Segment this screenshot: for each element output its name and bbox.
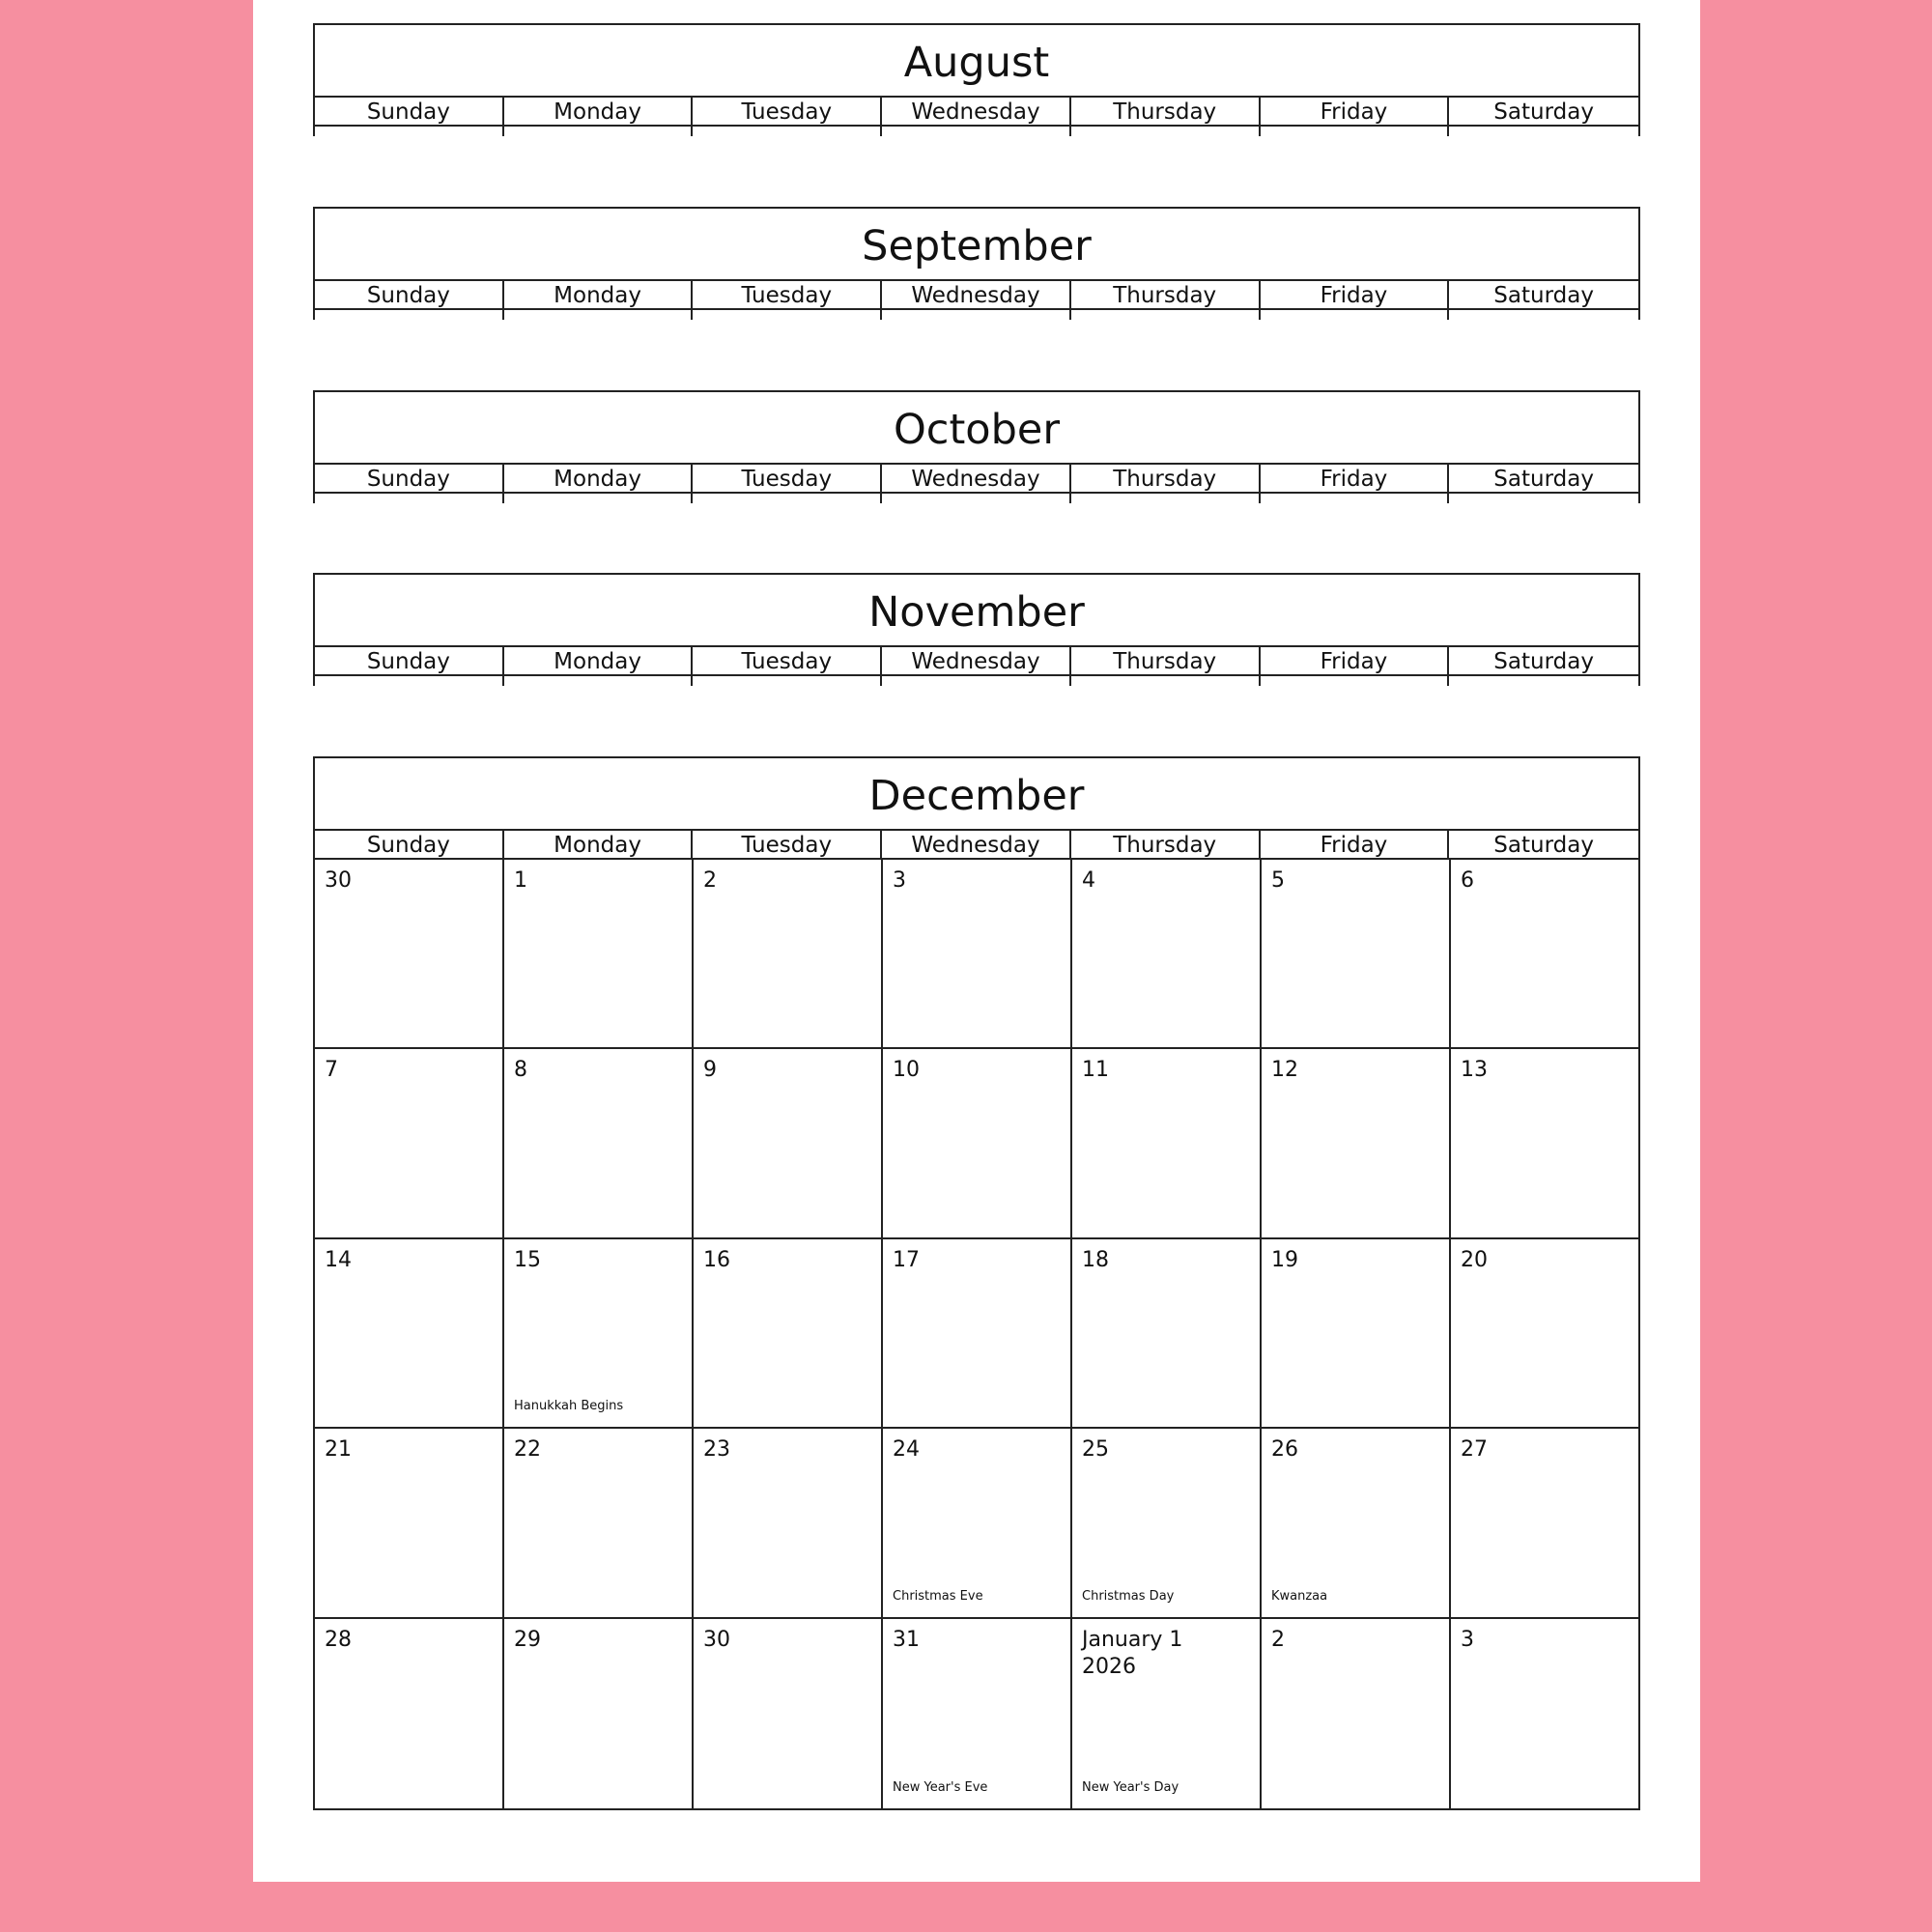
- weekday-monday: Monday: [504, 831, 694, 860]
- day-cell[interactable]: [883, 1049, 1072, 1238]
- month-title: October: [313, 390, 1640, 463]
- grid-stubs: [313, 494, 1640, 503]
- weekday-friday: Friday: [1261, 281, 1450, 310]
- day-number: 5: [1271, 868, 1285, 893]
- event-label: New Year's Day: [1082, 1779, 1179, 1795]
- day-cell[interactable]: [1451, 1619, 1640, 1808]
- month-august: [313, 23, 1640, 136]
- weekday-monday: Monday: [504, 465, 694, 494]
- weekday-wednesday: Wednesday: [882, 831, 1071, 860]
- weekday-wednesday: Wednesday: [882, 465, 1071, 494]
- day-cell[interactable]: [504, 1049, 694, 1238]
- event-label: Christmas Day: [1082, 1588, 1175, 1604]
- weekday-friday: Friday: [1261, 831, 1450, 860]
- day-cell[interactable]: [1262, 1429, 1451, 1618]
- day-number: 6: [1461, 868, 1474, 893]
- day-cell[interactable]: [1262, 1619, 1451, 1808]
- weekday-sunday: Sunday: [315, 831, 504, 860]
- day-cell[interactable]: [504, 860, 694, 1049]
- month-title: November: [313, 573, 1640, 645]
- day-cell[interactable]: [1451, 1049, 1640, 1238]
- weekday-sunday: Sunday: [315, 98, 504, 127]
- day-number: 8: [514, 1058, 527, 1083]
- weekday-monday: Monday: [504, 98, 694, 127]
- day-number: 18: [1082, 1247, 1109, 1272]
- day-cell[interactable]: [315, 860, 504, 1049]
- event-label: Hanukkah Begins: [514, 1399, 624, 1414]
- weekday-wednesday: Wednesday: [882, 98, 1071, 127]
- day-cell[interactable]: [315, 1049, 504, 1238]
- month-november: [313, 573, 1640, 686]
- day-number: January 1 2026: [1082, 1627, 1183, 1679]
- day-number: 21: [325, 1437, 352, 1463]
- weekday-wednesday: Wednesday: [882, 647, 1071, 676]
- day-cell[interactable]: [883, 1429, 1072, 1618]
- weekday-header: [313, 645, 1640, 676]
- grid-stubs: [313, 127, 1640, 136]
- day-number: 16: [703, 1247, 730, 1272]
- weekday-tuesday: Tuesday: [693, 647, 882, 676]
- day-number: 1: [514, 868, 527, 893]
- day-cell[interactable]: [1072, 1429, 1262, 1618]
- weekday-thursday: Thursday: [1071, 98, 1261, 127]
- day-number: 30: [325, 868, 352, 893]
- month-october: [313, 390, 1640, 503]
- day-number: 29: [514, 1627, 541, 1652]
- day-cell[interactable]: [694, 1429, 883, 1618]
- day-cell[interactable]: [1072, 1049, 1262, 1238]
- event-label: Kwanzaa: [1271, 1588, 1328, 1604]
- day-cell[interactable]: [504, 1429, 694, 1618]
- day-number: 13: [1461, 1058, 1488, 1083]
- day-number: 19: [1271, 1247, 1298, 1272]
- weekday-tuesday: Tuesday: [693, 98, 882, 127]
- weekday-friday: Friday: [1261, 465, 1450, 494]
- weekday-saturday: Saturday: [1493, 283, 1594, 308]
- day-cell[interactable]: [694, 860, 883, 1049]
- weekday-thursday: Thursday: [1071, 281, 1261, 310]
- weekday-thursday: Thursday: [1071, 647, 1261, 676]
- day-cell[interactable]: [694, 1049, 883, 1238]
- day-number: 27: [1461, 1437, 1488, 1463]
- day-cell[interactable]: [504, 1239, 694, 1429]
- day-number: 24: [893, 1437, 920, 1463]
- day-number: 14: [325, 1247, 352, 1272]
- december-day-grid: [313, 860, 1640, 1810]
- weekday-monday: Monday: [504, 281, 694, 310]
- grid-stubs: [313, 676, 1640, 686]
- weekday-friday: Friday: [1261, 647, 1450, 676]
- day-cell[interactable]: [883, 1239, 1072, 1429]
- event-label: Christmas Eve: [893, 1588, 983, 1604]
- day-number: 28: [325, 1627, 352, 1652]
- month-title: August: [313, 23, 1640, 96]
- day-number: 10: [893, 1058, 920, 1083]
- day-cell[interactable]: [1262, 1239, 1451, 1429]
- weekday-header: [313, 463, 1640, 494]
- day-number: 26: [1271, 1437, 1298, 1463]
- day-cell[interactable]: [504, 1619, 694, 1808]
- day-number: 30: [703, 1627, 730, 1652]
- day-cell[interactable]: [315, 1239, 504, 1429]
- weekday-header: [313, 279, 1640, 310]
- day-cell[interactable]: [883, 1619, 1072, 1808]
- day-number: 25: [1082, 1437, 1109, 1463]
- weekday-saturday: Saturday: [1493, 833, 1594, 858]
- weekday-tuesday: Tuesday: [693, 831, 882, 860]
- day-number: 17: [893, 1247, 920, 1272]
- day-number: 11: [1082, 1058, 1109, 1083]
- weekday-header: [313, 829, 1640, 860]
- weekday-friday: Friday: [1261, 98, 1450, 127]
- day-number: 20: [1461, 1247, 1488, 1272]
- day-cell[interactable]: [1072, 1619, 1262, 1808]
- grid-stubs: [313, 310, 1640, 320]
- day-number: 9: [703, 1058, 717, 1083]
- day-number: 7: [325, 1058, 338, 1083]
- day-cell[interactable]: [315, 1619, 504, 1808]
- day-number: 31: [893, 1627, 920, 1652]
- day-number: 22: [514, 1437, 541, 1463]
- weekday-monday: Monday: [504, 647, 694, 676]
- weekday-saturday: Saturday: [1493, 99, 1594, 125]
- day-cell[interactable]: [883, 860, 1072, 1049]
- day-number: 12: [1271, 1058, 1298, 1083]
- weekday-header: [313, 96, 1640, 127]
- day-cell[interactable]: [1072, 860, 1262, 1049]
- weekday-tuesday: Tuesday: [693, 465, 882, 494]
- day-number: 2: [1271, 1627, 1285, 1652]
- weekday-tuesday: Tuesday: [693, 281, 882, 310]
- month-september: [313, 207, 1640, 320]
- weekday-saturday: Saturday: [1493, 649, 1594, 674]
- day-cell[interactable]: [694, 1239, 883, 1429]
- day-cell[interactable]: [1072, 1239, 1262, 1429]
- day-cell[interactable]: [1451, 1429, 1640, 1618]
- event-label: New Year's Eve: [893, 1779, 988, 1795]
- day-number: 15: [514, 1247, 541, 1272]
- day-cell[interactable]: [1262, 860, 1451, 1049]
- day-number: 3: [1461, 1627, 1474, 1652]
- month-december: [313, 756, 1640, 1810]
- day-number: 3: [893, 868, 906, 893]
- weekday-thursday: Thursday: [1071, 465, 1261, 494]
- weekday-sunday: Sunday: [315, 465, 504, 494]
- day-cell[interactable]: [1262, 1049, 1451, 1238]
- day-cell[interactable]: [694, 1619, 883, 1808]
- day-number: 4: [1082, 868, 1095, 893]
- calendar-page: [253, 0, 1700, 1882]
- day-number: 23: [703, 1437, 730, 1463]
- day-number: 2: [703, 868, 717, 893]
- month-title: September: [313, 207, 1640, 279]
- weekday-sunday: Sunday: [315, 281, 504, 310]
- weekday-saturday: Saturday: [1493, 467, 1594, 492]
- weekday-thursday: Thursday: [1071, 831, 1261, 860]
- month-title: December: [313, 756, 1640, 829]
- day-cell[interactable]: [1451, 860, 1640, 1049]
- day-cell[interactable]: [315, 1429, 504, 1618]
- day-cell[interactable]: [1451, 1239, 1640, 1429]
- weekday-sunday: Sunday: [315, 647, 504, 676]
- weekday-wednesday: Wednesday: [882, 281, 1071, 310]
